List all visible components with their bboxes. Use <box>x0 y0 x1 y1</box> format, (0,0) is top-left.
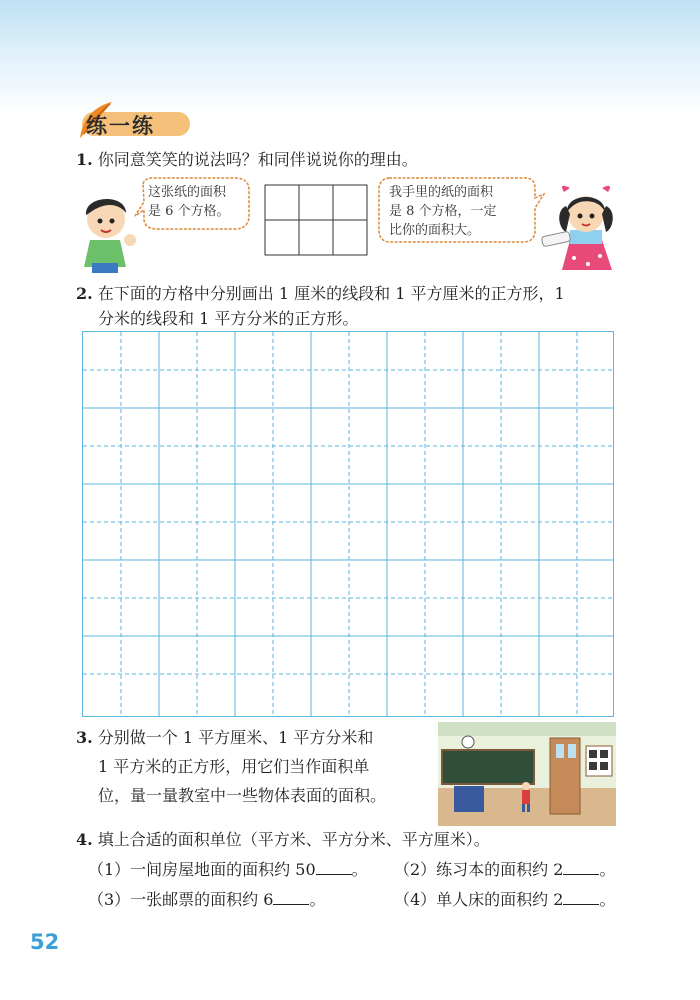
q4-item <box>394 886 615 914</box>
section-header <box>72 100 192 140</box>
boy-bubble-line: 是 6 个方格。 <box>148 204 230 219</box>
girl-illustration <box>540 180 630 280</box>
q3-text <box>76 724 373 752</box>
drawing-grid-lines <box>83 332 613 716</box>
boy-illustration <box>70 185 140 275</box>
q2-line1: 在下面的方格中分别画出 1 厘米的线段和 1 平方厘米的正方形，1 <box>97 284 565 303</box>
q2-line2: 分米的线段和 1 平方分米的正方形。 <box>98 309 359 328</box>
answer-blank[interactable] <box>563 888 599 905</box>
q4-item-label: （4）单人床的面积约 2 <box>394 890 564 909</box>
boy-bubble <box>148 183 230 221</box>
q2-number: 2. <box>76 284 93 303</box>
answer-blank[interactable] <box>563 858 599 875</box>
q4-number: 4. <box>76 830 93 849</box>
girl-bubble-line: 是 8 个方格，一定 <box>389 204 497 219</box>
girl-bubble-line: 我手里的纸的面积 <box>389 185 494 200</box>
q2-text <box>76 280 565 308</box>
q4-item-end: 。 <box>599 890 616 909</box>
section-title: 练一练 <box>86 114 155 138</box>
q4-text <box>76 826 490 854</box>
page-number: 52 <box>30 930 60 954</box>
q4-item <box>88 856 368 884</box>
q3-number: 3. <box>76 728 93 747</box>
q1-prompt: 你同意笑笑的说法吗？和同伴说说你的理由。 <box>97 150 418 169</box>
q4-item-end: 。 <box>351 860 368 879</box>
q3-line3: 位，量一量教室中一些物体表面的面积。 <box>98 786 387 805</box>
girl-bubble <box>389 183 497 240</box>
answer-blank[interactable] <box>273 888 309 905</box>
q4-item <box>88 886 325 914</box>
paper-grid-figure <box>264 184 368 256</box>
classroom-illustration <box>438 722 616 826</box>
q3-line1: 分别做一个 1 平方厘米、1 平方分米和 <box>97 728 374 747</box>
girl-bubble-line: 比你的面积大。 <box>389 223 481 238</box>
q4-prompt: 填上合适的面积单位（平方米、平方分米、平方厘米）。 <box>97 830 490 849</box>
q3-line2: 1 平方米的正方形，用它们当作面积单 <box>98 757 370 776</box>
q1-number: 1. <box>76 150 93 169</box>
q4-item-label: （1）一间房屋地面的面积约 50 <box>88 860 316 879</box>
q4-item-label: （2）练习本的面积约 2 <box>394 860 564 879</box>
q4-item <box>394 856 615 884</box>
drawing-grid[interactable] <box>82 331 614 717</box>
q4-item-label: （3）一张邮票的面积约 6 <box>88 890 274 909</box>
q4-item-end: 。 <box>309 890 326 909</box>
answer-blank[interactable] <box>316 858 352 875</box>
q1-text <box>76 146 418 174</box>
boy-bubble-line: 这张纸的面积 <box>148 185 227 200</box>
q4-item-end: 。 <box>599 860 616 879</box>
